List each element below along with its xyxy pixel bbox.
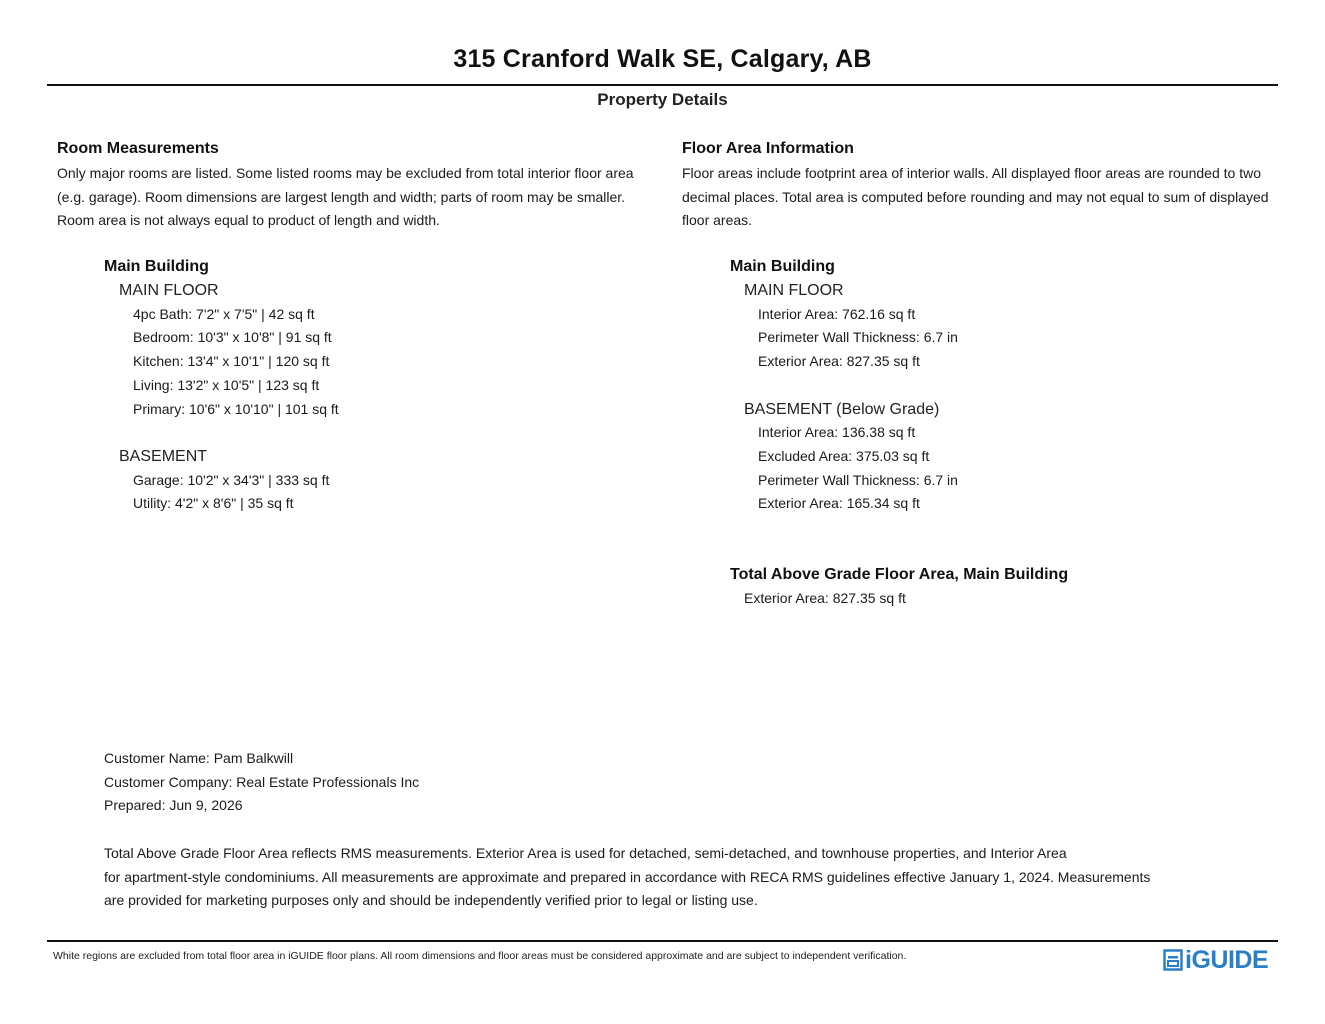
iguide-logo-icon: [1163, 949, 1183, 971]
area-item: Exterior Area: 827.35 sq ft: [758, 353, 920, 370]
room-item: Primary: 10'6" x 10'10" | 101 sq ft: [133, 400, 339, 417]
header-divider: [47, 84, 1278, 86]
footer-note: White regions are excluded from total floor area in iGUIDE floor plans. All room dimensions and floor areas must be considered approximate and are subject to independent verification.: [53, 950, 907, 962]
iguide-logo-text: iGUIDE: [1185, 946, 1269, 974]
description-line: decimal places. Total area is computed before rounding and may not equal to sum of displayed: [682, 188, 1269, 205]
main-floor-room-list: [133, 303, 339, 422]
disclaimer-line: Total Above Grade Floor Area reflects RMS measurements. Exterior Area is used for detached, semi-detached, and townhouse properties, and Interior Area: [104, 845, 1067, 861]
room-measurements-heading: Room Measurements: [57, 140, 219, 157]
total-area-value: Exterior Area: 827.35 sq ft: [744, 590, 906, 606]
customer-company: Customer Company: Real Estate Professionals Inc: [104, 773, 420, 790]
room-measurements-section: [57, 138, 657, 233]
iguide-logo: [1163, 946, 1268, 974]
page-subtitle: Property Details: [597, 90, 728, 109]
floor-area-section: [682, 138, 1292, 233]
floor-area-description: [682, 162, 1292, 233]
main-floor-label: MAIN FLOOR: [119, 282, 219, 299]
building-heading: Main Building: [104, 258, 209, 275]
footer-divider: [47, 940, 1278, 942]
customer-name: Customer Name: Pam Balkwill: [104, 750, 294, 766]
page-title: 315 Cranford Walk SE, Calgary, AB: [453, 45, 872, 73]
area-item: Interior Area: 762.16 sq ft: [758, 305, 916, 322]
prepared-date: Prepared: Jun 9, 2026: [104, 797, 243, 814]
disclaimer-line: for apartment-style condominiums. All measurements are approximate and prepared in accordance with RECA RMS guidelines effective January 1, 2024. Measurements: [104, 868, 1151, 885]
area-item: Excluded Area: 375.03 sq ft: [758, 447, 930, 464]
basement-room-list: [133, 469, 339, 516]
description-line: Only major rooms are listed. Some listed rooms may be excluded from total interior floor area: [57, 165, 634, 181]
room-measurements-description: [57, 162, 657, 233]
description-line: floor areas.: [682, 212, 753, 229]
area-item: Perimeter Wall Thickness: 6.7 in: [758, 471, 958, 488]
basement-label: BASEMENT: [119, 447, 208, 465]
description-line: (e.g. garage). Room dimensions are largest length and width; parts of room may be smaller.: [57, 188, 626, 205]
description-line: Floor areas include footprint area of interior walls. All displayed floor areas are rounded to two: [682, 165, 1261, 181]
main-floor-area-list: [758, 303, 958, 374]
disclaimer-line: are provided for marketing purposes only and should be independently verified prior to legal or listing use.: [104, 892, 758, 909]
room-building-block: [104, 255, 339, 516]
customer-info: [104, 747, 419, 818]
area-item: Perimeter Wall Thickness: 6.7 in: [758, 329, 958, 346]
area-item: Exterior Area: 165.34 sq ft: [758, 495, 920, 512]
floor-area-heading: Floor Area Information: [682, 140, 854, 157]
room-item: 4pc Bath: 7'2" x 7'5" | 42 sq ft: [133, 305, 315, 322]
room-item: Utility: 4'2" x 8'6" | 35 sq ft: [133, 495, 294, 512]
room-item: Bedroom: 10'3" x 10'8" | 91 sq ft: [133, 329, 332, 346]
basement-label: BASEMENT (Below Grade): [744, 400, 940, 418]
room-item: Garage: 10'2" x 34'3" | 333 sq ft: [133, 471, 330, 488]
room-item: Living: 13'2" x 10'5" | 123 sq ft: [133, 376, 320, 393]
building-heading: Main Building: [730, 258, 835, 275]
area-item: Interior Area: 136.38 sq ft: [758, 424, 916, 441]
main-floor-label: MAIN FLOOR: [744, 282, 844, 299]
rms-disclaimer: [104, 842, 1274, 913]
total-area-heading: Total Above Grade Floor Area, Main Building: [730, 566, 1069, 583]
floor-area-building-block: [730, 255, 958, 516]
description-line: Room area is not always equal to product of length and width.: [57, 212, 440, 229]
basement-area-list: [758, 421, 958, 516]
total-area-block: [730, 563, 1068, 611]
room-item: Kitchen: 13'4" x 10'1" | 120 sq ft: [133, 353, 330, 370]
